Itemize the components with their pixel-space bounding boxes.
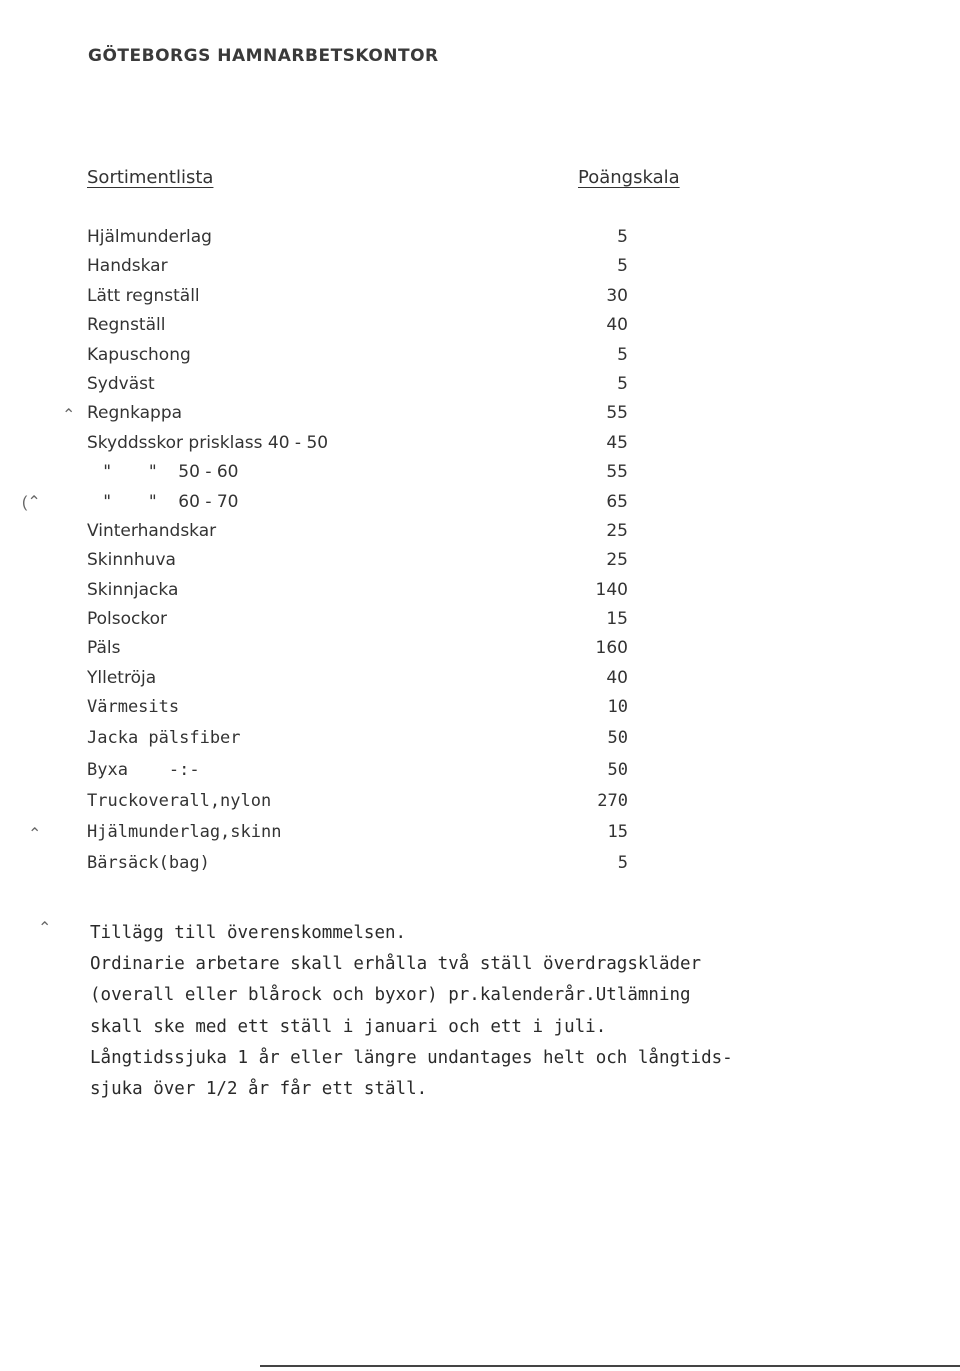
list-item <box>87 313 632 342</box>
list-item <box>87 343 632 372</box>
list-item <box>87 851 632 882</box>
item-points: 40 <box>606 667 628 688</box>
list-item <box>87 284 632 313</box>
item-points: 15 <box>607 822 628 842</box>
item-name: Kapuschong <box>87 344 191 365</box>
item-name: Jacka pälsfiber <box>87 728 241 749</box>
margin-mark: ⌃ <box>62 407 76 424</box>
list-item <box>87 460 632 489</box>
bottom-rule <box>260 1365 960 1367</box>
list-item <box>87 401 632 430</box>
item-name: Skinnhuva <box>87 550 176 571</box>
list-item <box>87 225 632 254</box>
item-list <box>87 225 632 882</box>
item-name: Polsockor <box>87 609 168 630</box>
item-points: 40 <box>606 315 628 336</box>
item-name: Hjälmunderlag,skinn <box>87 822 282 842</box>
item-points: 25 <box>606 520 628 541</box>
list-item <box>87 578 632 607</box>
item-name: Hjälmunderlag <box>87 227 212 247</box>
list-item <box>87 820 632 851</box>
item-points: 50 <box>607 759 628 780</box>
list-item <box>87 254 632 283</box>
item-points: 55 <box>606 462 628 483</box>
note-line: Tillägg till överenskommelsen. <box>90 923 407 943</box>
note-line: Långtidssjuka 1 år eller längre undantages helt och långtids- <box>90 1047 733 1068</box>
note-line: sjuka över 1/2 år får ett ställ. <box>90 1079 428 1100</box>
item-name: Regnkappa <box>87 403 183 424</box>
item-name: Truckoverall,nylon <box>87 790 272 811</box>
item-points: 5 <box>617 227 628 247</box>
item-points: 65 <box>606 491 628 512</box>
item-name: Skinnjacka <box>87 579 179 600</box>
item-points: 25 <box>606 550 628 571</box>
item-name: Ylletröja <box>87 667 157 688</box>
list-item <box>87 726 632 757</box>
item-points: 15 <box>606 609 628 630</box>
item-name: Byxa -:- <box>87 759 200 780</box>
note-line: Ordinarie arbetare skall erhålla två ställ överdragskläder <box>90 954 702 975</box>
list-item <box>87 548 632 577</box>
note-line: skall ske med ett ställ i januari och ett i juli. <box>90 1016 607 1037</box>
item-points: 45 <box>606 432 628 453</box>
list-item <box>87 490 632 519</box>
item-name: Lätt regnställ <box>87 285 200 306</box>
item-name: Värmesits <box>87 697 180 718</box>
item-name: Regnställ <box>87 315 166 336</box>
list-item <box>87 607 632 636</box>
list-item <box>87 666 632 695</box>
margin-mark: ⌃ <box>28 826 42 843</box>
item-points: 140 <box>595 579 628 600</box>
item-points: 30 <box>606 285 628 306</box>
list-item <box>87 372 632 401</box>
item-name: Päls <box>87 638 121 659</box>
item-name: " " 60 - 70 <box>87 491 239 512</box>
list-title: Sortimentlista <box>87 167 214 188</box>
list-item <box>87 519 632 548</box>
list-item <box>87 636 632 665</box>
item-points: 160 <box>595 638 628 659</box>
item-points: 50 <box>607 728 628 749</box>
item-name: " " 50 - 60 <box>87 462 239 483</box>
item-name: Handskar <box>87 256 168 277</box>
margin-mark: (⌃ <box>22 494 41 511</box>
list-item <box>87 789 632 820</box>
item-points: 5 <box>617 373 628 394</box>
note-line: (overall eller blårock och byxor) pr.kalenderår.Utlämning <box>90 985 691 1006</box>
margin-mark: ⌃ <box>38 920 52 937</box>
item-name: Skyddsskor prisklass 40 - 50 <box>87 432 329 453</box>
item-points: 5 <box>617 853 628 874</box>
letterhead: GÖTEBORGS HAMNARBETSKONTOR <box>88 46 439 66</box>
notes-paragraph <box>90 918 890 1105</box>
item-name: Sydväst <box>87 373 155 394</box>
list-item <box>87 758 632 789</box>
item-points: 270 <box>597 790 628 811</box>
list-item <box>87 431 632 460</box>
item-points: 5 <box>617 256 628 277</box>
points-scale-title: Poängskala <box>578 167 680 188</box>
item-name: Vinterhandskar <box>87 520 217 541</box>
list-item <box>87 695 632 726</box>
item-points: 10 <box>607 697 628 718</box>
item-points: 55 <box>606 403 628 424</box>
item-name: Bärsäck(bag) <box>87 853 210 874</box>
item-points: 5 <box>617 344 628 365</box>
